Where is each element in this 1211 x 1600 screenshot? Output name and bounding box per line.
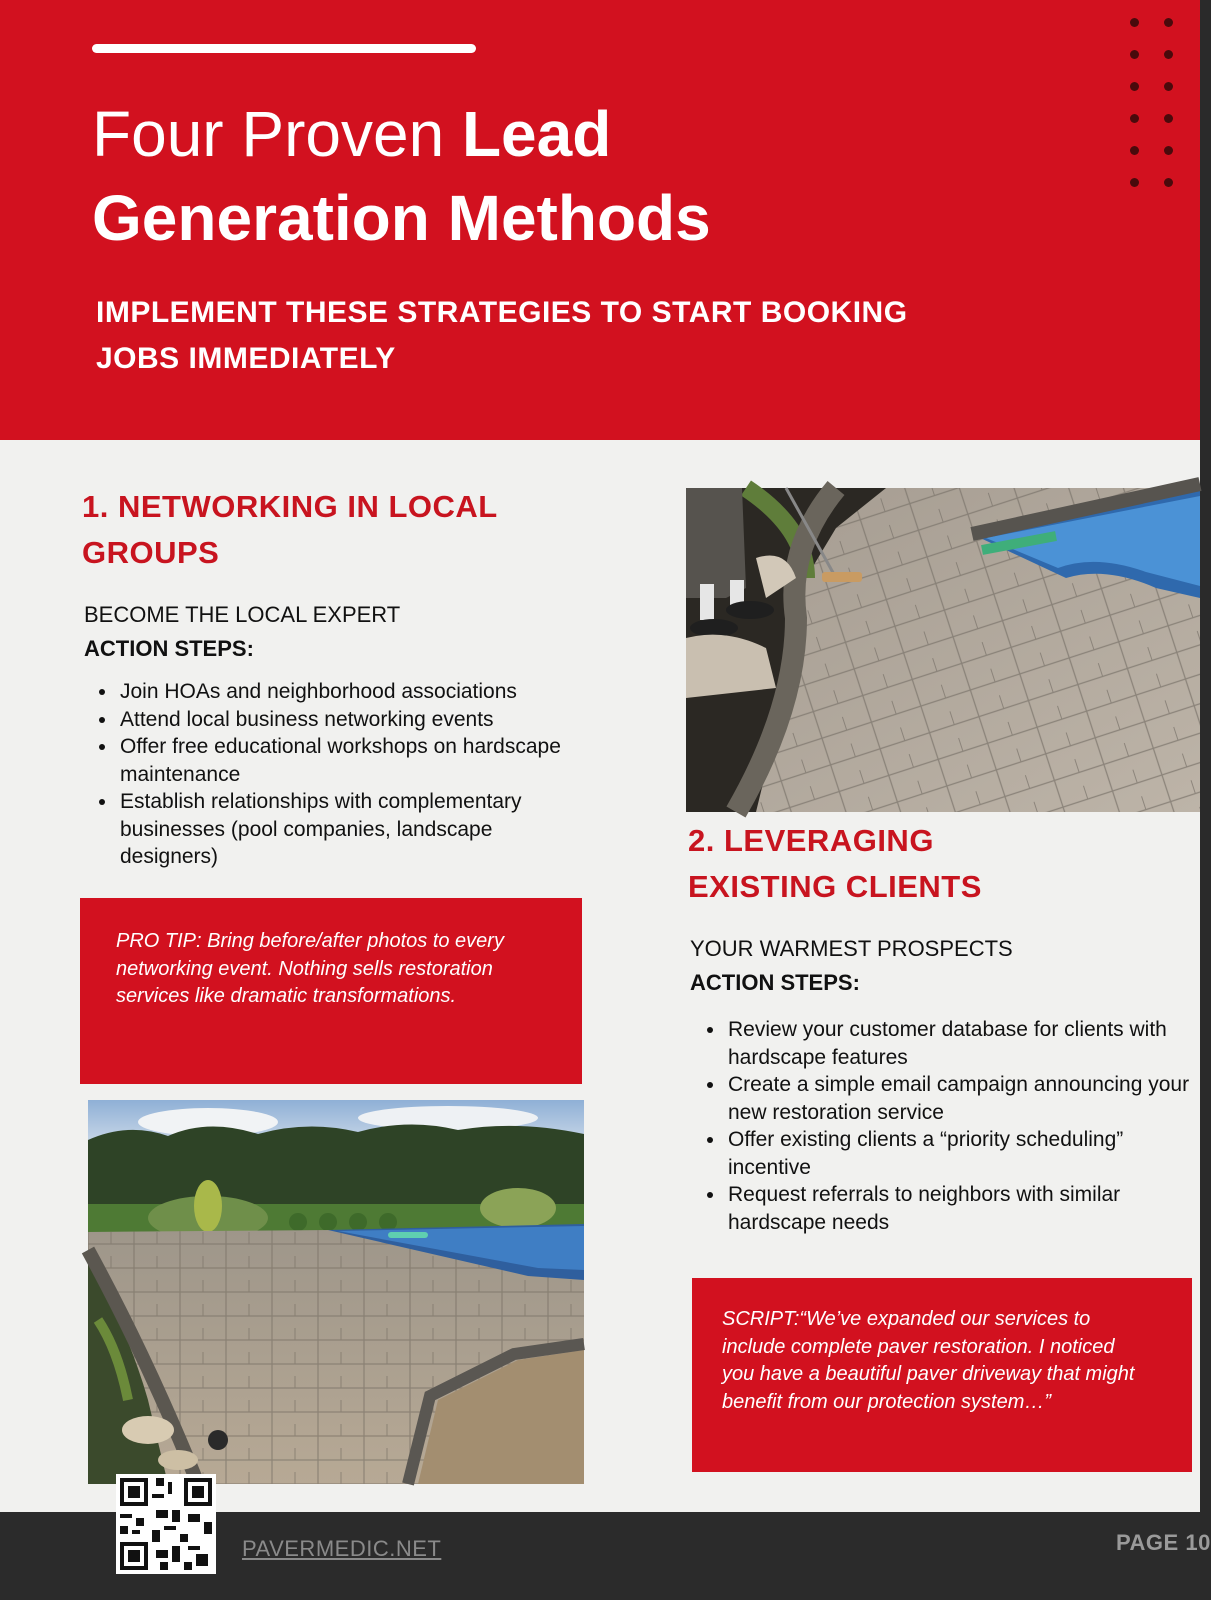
qr-code[interactable] [116, 1474, 216, 1574]
script-callout [692, 1278, 1192, 1472]
pro-tip-text: PRO TIP: Bring before/after photos to every networking event. Nothing sells restoration services like dramatic transformations. [116, 930, 504, 1007]
list-item: • Create a simple email campaign announcing your new restoration service [726, 1071, 1206, 1126]
list-item: • Attend local business networking events [118, 706, 588, 734]
website-link[interactable]: PAVERMEDIC.NET [242, 1536, 442, 1561]
section-2-tagline: YOUR WARMEST PROSPECTS [690, 936, 1013, 961]
section-1-heading-line-1: 1. NETWORKING IN LOCAL [82, 489, 498, 524]
list-item: • Review your customer database for clients with hardscape features [726, 1016, 1206, 1071]
paver-sealing-photo [686, 488, 1200, 812]
section-1-tagline: BECOME THE LOCAL EXPERT [84, 602, 401, 627]
title-bold-text-1: Lead [461, 98, 612, 170]
decorative-dot-grid [1126, 18, 1186, 198]
section-2-action-steps-label: ACTION STEPS: [690, 970, 860, 995]
section-2-steps-list [696, 1016, 1206, 1236]
section-1-steps-list [88, 678, 588, 871]
section-1-heading [82, 484, 642, 576]
list-item: • Offer free educational workshops on hardscape maintenance [118, 733, 588, 788]
list-item: • Request referrals to neighbors with similar hardscape needs [726, 1181, 1206, 1236]
list-item: • Join HOAs and neighborhood associations [118, 678, 588, 706]
page-title [92, 92, 992, 260]
section-2-heading [688, 818, 1188, 910]
header-banner [0, 0, 1200, 440]
list-item: • Establish relationships with complementary businesses (pool companies, landscape designers) [118, 788, 588, 871]
title-light-text: Four Proven [92, 98, 462, 170]
pro-tip-callout [80, 898, 582, 1084]
section-2-heading-line-2: EXISTING CLIENTS [688, 869, 982, 904]
header-accent-rule [92, 44, 476, 53]
section-1-action-steps-label: ACTION STEPS: [84, 636, 254, 661]
script-text: SCRIPT:“We’ve expanded our services to include complete paver restoration. I noticed you have a beautiful paver driveway that might benefit from our protection system…” [722, 1308, 1135, 1413]
subtitle-line-2: JOBS IMMEDIATELY [96, 342, 396, 375]
page-number: PAGE 10 [1116, 1530, 1211, 1555]
qr-code-icon [116, 1474, 216, 1574]
section-2-heading-line-1: 2. LEVERAGING [688, 823, 934, 858]
section-1-heading-line-2: GROUPS [82, 535, 220, 570]
subtitle-line-1: IMPLEMENT THESE STRATEGIES TO START BOOKING [96, 296, 908, 329]
list-item: • Offer existing clients a “priority scheduling” incentive [726, 1126, 1206, 1181]
title-bold-text-2: Generation Methods [92, 182, 711, 254]
page-subtitle [96, 290, 1016, 382]
pool-patio-photo [88, 1100, 584, 1484]
